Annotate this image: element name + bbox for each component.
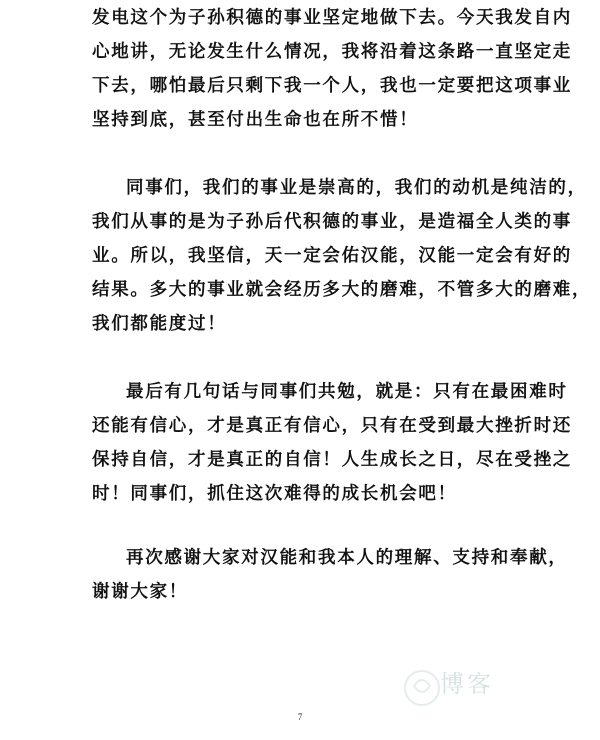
text-line: 再次感谢大家对汉能和我本人的理解、支持和奉献， bbox=[126, 548, 568, 568]
text-line: 最后有几句话与同事们共勉，就是：只有在最困难时 bbox=[126, 382, 568, 402]
text-line: 同事们，我们的事业是崇高的，我们的动机是纯洁的， bbox=[126, 178, 587, 198]
text-line: 坚持到底，甚至付出生命也在所不惜！ bbox=[92, 110, 419, 130]
watermark-text: 博客 bbox=[440, 670, 494, 698]
text-line: 结果。多大的事业就会经历多大的磨难，不管多大的磨难， bbox=[92, 280, 592, 300]
text-line: 业。所以，我坚信，天一定会佑汉能，汉能一定会有好的 bbox=[92, 246, 572, 266]
text-line: 我们都能度过！ bbox=[92, 314, 227, 334]
text-line: 发电这个为子孙积德的事业坚定地做下去。今天我发自内 bbox=[92, 8, 572, 28]
text-line: 时！同事们，抓住这次难得的成长机会吧！ bbox=[92, 484, 457, 504]
text-line: 还能有信心，才是真正有信心，只有在受到最大挫折时还 bbox=[92, 416, 572, 436]
text-line: 我们从事的是为子孙后代积德的事业，是造福全人类的事 bbox=[92, 212, 572, 232]
text-line: 心地讲，无论发生什么情况，我将沿着这条路一直坚定走 bbox=[92, 42, 572, 62]
text-line: 保持自信，才是真正的自信！人生成长之日，尽在受挫之 bbox=[92, 450, 572, 470]
page-number: 7 bbox=[297, 712, 303, 722]
text-line: 谢谢大家！ bbox=[92, 582, 188, 602]
text-line: 下去，哪怕最后只剩下我一个人，我也一定要把这项事业 bbox=[92, 76, 572, 96]
